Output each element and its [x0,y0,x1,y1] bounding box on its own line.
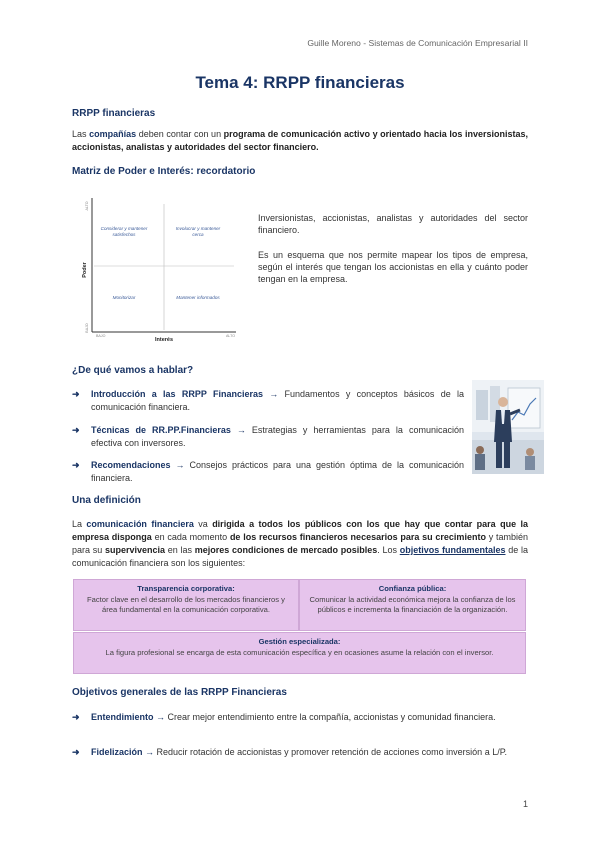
quadrant-bottom-right: Mantener informados [176,295,220,300]
heading-matriz: Matriz de Poder e Interés: recordatorio [72,166,256,177]
page-number: 1 [523,799,529,809]
text-run-highlight: comunicación financiera [86,519,194,529]
list-item [72,459,464,484]
list-item [72,424,464,449]
text-run-bold: dirigida a todos los públicos con los que hay que contar para que la empresa disponga [72,519,528,542]
heading-de-que-vamos-a-hablar: ¿De qué vamos a hablar? [72,365,194,376]
x-low-tick: BAJO [96,334,106,338]
box-text: Comunicar la actividad económica mejora la confianza de los públicos e incrementa la financiación de la organización. [309,595,516,614]
paragraph-intro [72,128,528,154]
box-gestion [73,632,526,674]
y-high-tick: ALTO [85,201,89,211]
quadrant-top-right-line2: cerca [192,232,204,237]
list-item-text: Crear mejor entendimiento entre la compañía, accionistas y comunidad financiera. [167,712,496,722]
page-title: Tema 4: RRPP financieras [195,73,405,92]
text-run-bold: mejores condiciones de mercado posibles [194,545,378,555]
box-transparencia [73,579,299,631]
list-item-title: Técnicas de RR.PP.Financieras [91,425,231,435]
list-item-title: Entendimiento [91,712,154,722]
paragraph-definition [72,518,528,570]
heading-objetivos-generales: Objetivos generales de las RRPP Financieras [72,687,287,698]
list-item-text: Fundamentos y conceptos básicos de la comunicación financiera. [91,389,464,412]
text-run: y también para su [72,532,528,555]
matrix-description-2: Es un esquema que nos permite mapear los tipos de empresa, según el interés que tengan los accionistas en ella y cuánto poder tengan en la empresa. [258,250,528,284]
arrow-icon: ➜ [72,425,80,435]
text-run: de la comunicación financiera son los siguientes: [72,545,528,568]
list-item-separator: → [262,389,285,399]
text-run: deben contar con un [136,129,224,139]
y-low-tick: BAJO [85,323,89,333]
box-text: Factor clave en el desarrollo de los mercados financieros y área fundamental en la comunicación corporativa. [87,595,285,614]
list-item-separator: → [142,747,157,757]
list-item-title: Fidelización [91,747,143,757]
x-high-tick: ALTO [226,334,236,338]
quadrant-top-left-line1: Considerar y mantener [100,226,148,231]
list-item [72,746,528,759]
text-run: La [72,519,87,529]
running-header: Guille Moreno - Sistemas de Comunicación Empresarial II [307,38,528,48]
text-run-underlined: objetivos fundamentales [399,545,506,555]
text-run: . Los [377,545,400,555]
arrow-icon: ➜ [72,747,80,757]
quadrant-top-left-line2: satisfechos [112,232,136,237]
businessman-presentation-photo [472,380,544,474]
box-text: La figura profesional se encarga de esta comunicación específica y en ocasiones asume la relación con el inversor. [105,648,494,657]
box-confianza [299,579,526,631]
heading-una-definicion: Una definición [72,495,141,506]
box-title: Gestión especializada: [258,637,341,646]
list-item [72,388,464,413]
quadrant-top-right-line1: Involucrar y mantener [175,226,221,231]
list-item-text: Estrategias y herramientas para la comunicación efectiva con inversores. [91,425,464,448]
quadrant-bottom-left: Monitorizar [112,295,136,300]
box-title: Transparencia corporativa: [137,584,235,593]
list-item-separator: → [230,425,252,435]
text-run: en las [165,545,195,555]
arrow-icon: ➜ [72,389,80,399]
list-item-title: Recomendaciones [91,460,171,470]
text-run: va [193,519,213,529]
list-item-separator: → [153,712,168,722]
text-run-bold: supervivencia [104,545,166,555]
text-run: Las [72,129,90,139]
list-item-text: Reducir rotación de accionistas y promover retención de acciones como inversión a L/P. [156,747,508,757]
text-run: en cada momento [151,532,230,542]
heading-rrpp-financieras: RRPP financieras [72,108,156,119]
text-run-bold: de los recursos financieros necesarios para su crecimiento [229,532,486,542]
text-run-bold: programa de comunicación activo y orientado hacia los inversionistas, accionistas, analistas y autoridades del sector financiero. [72,129,528,152]
arrow-icon: ➜ [72,712,80,722]
box-title: Confianza pública: [378,584,447,593]
list-item-title: Introducción a las RRPP Financieras [91,389,263,399]
x-axis-label: Interés [154,337,174,342]
list-item [72,711,528,724]
text-run-highlight: compañías [89,129,137,139]
list-item-text: Consejos prácticos para una gestión óptima de la comunicación financiera. [91,460,464,483]
power-interest-matrix [80,194,240,342]
list-item-separator: → [170,460,190,470]
arrow-icon: ➜ [72,460,80,470]
y-axis-label: Poder [82,262,88,278]
matrix-description-1: Inversionistas, accionistas, analistas y autoridades del sector financiero. [258,213,528,235]
